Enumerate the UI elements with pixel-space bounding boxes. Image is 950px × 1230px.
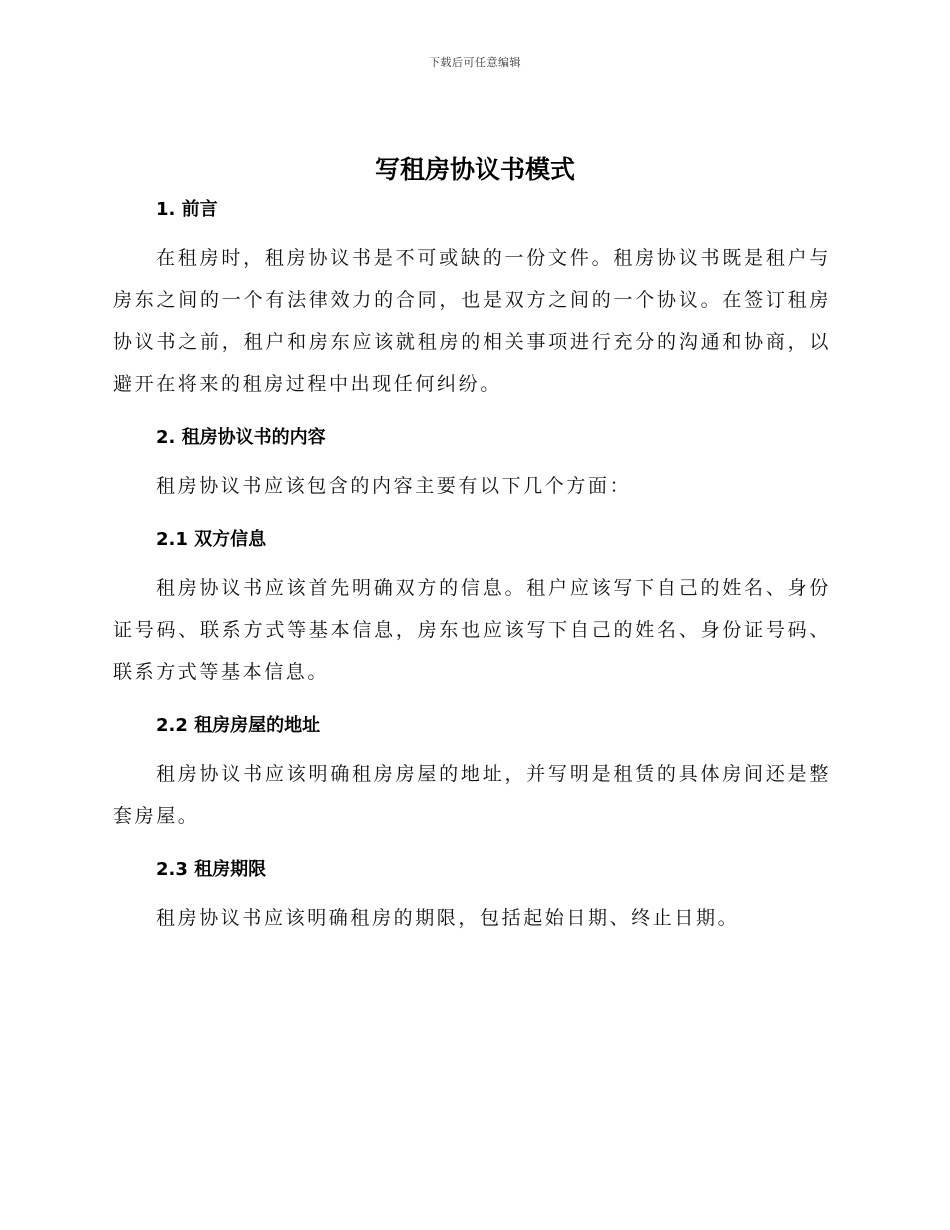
- section-heading: 2. 租房协议书的内容: [156, 427, 326, 448]
- section-paragraph: 租房协议书应该明确租房房屋的地址，并写明是租赁的具体房间还是整套房屋。: [113, 763, 831, 827]
- section-preface: [113, 193, 831, 405]
- section-lease-term: [113, 853, 831, 939]
- section-heading: 2.3 租房期限: [156, 859, 267, 880]
- section-paragraph: 在租房时，租房协议书是不可或缺的一份文件。租房协议书既是租户与房东之间的一个有法律效力的合同，也是双方之间的一个协议。在签订租房协议书之前，租户和房东应该就租房的相关事项进行充分的沟通和协商，以避开在将来的租房过程中出现任何纠纷。: [113, 247, 831, 395]
- section-paragraph: 租房协议书应该明确租房的期限，包括起始日期、终止日期。: [156, 907, 740, 929]
- document-body: [113, 193, 831, 939]
- document-title: 写租房协议书模式: [374, 155, 575, 184]
- section-heading: 2.1 双方信息: [156, 529, 267, 550]
- section-heading: 1. 前言: [156, 199, 218, 220]
- section-party-info: [113, 523, 831, 693]
- section-heading: 2.2 租房房屋的地址: [156, 715, 321, 736]
- section-paragraph: 租房协议书应该包含的内容主要有以下几个方面：: [156, 475, 632, 497]
- section-address: [113, 709, 831, 837]
- page-header-note: 下载后可任意编辑: [429, 56, 521, 69]
- section-paragraph: 租房协议书应该首先明确双方的信息。租户应该写下自己的姓名、身份证号码、联系方式等基本信息，房东也应该写下自己的姓名、身份证号码、联系方式等基本信息。: [113, 577, 831, 683]
- section-contents: [113, 421, 831, 507]
